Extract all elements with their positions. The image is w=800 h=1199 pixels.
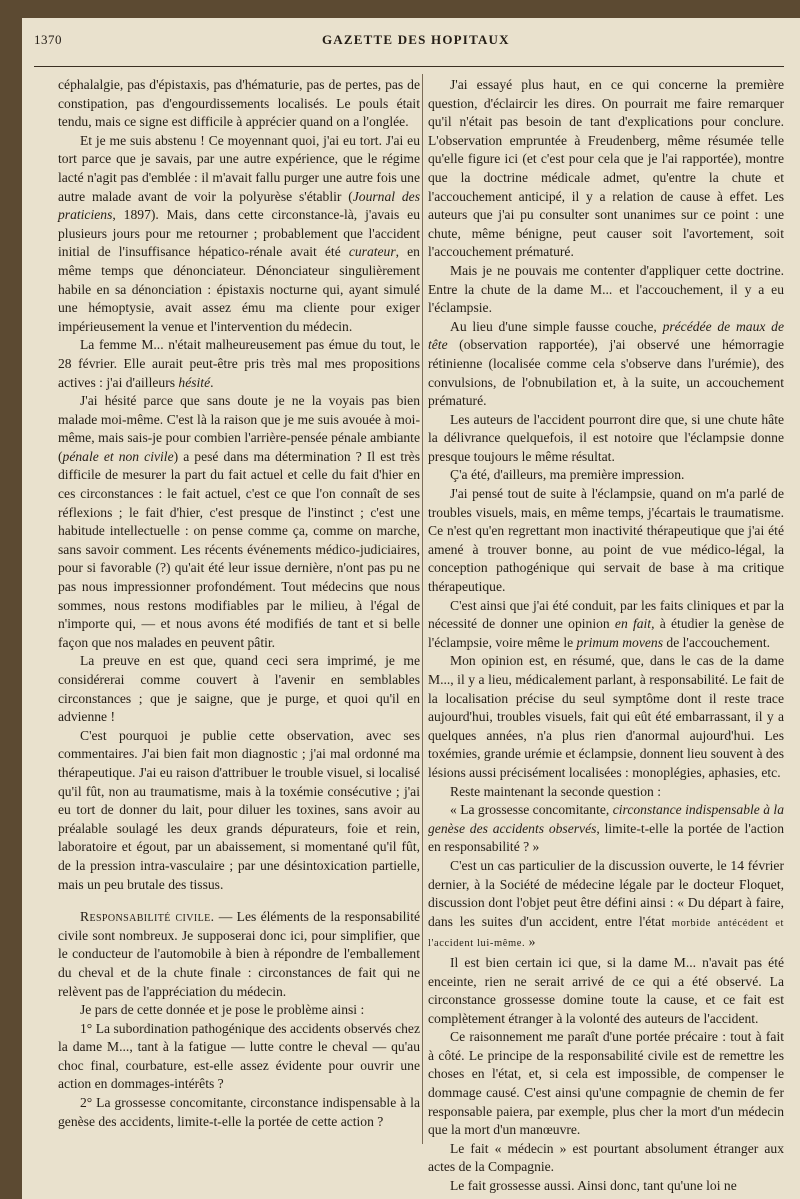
text-run: « La grossesse concomitante, <box>450 802 613 818</box>
paragraph <box>58 336 420 392</box>
emphasis: hésité <box>178 374 211 390</box>
emphasis: curateur <box>348 244 396 260</box>
text-run: de l'accouchement. <box>663 634 770 650</box>
text-run: , à étudier la genèse de l'éclampsie, voire même le <box>428 616 784 650</box>
paragraph: Le fait « médecin » est pourtant absolument étranger aux actes de la Compagnie. <box>428 1140 784 1175</box>
paragraph: J'ai essayé plus haut, en ce qui concerne la première question, d'éclaircir les dires. On pourrait me faire remarquer qu'il n'était pas besoin de tant d'explications pour conclure. L'observation empruntée à Freudenberg, même résumée telle qu'elle figure ici (et c'est pour cela que je l'ai rapportée), montre que la doctrine médicale admet, qu'entre la chute et l'accouchement anticipé, il y a relation de cause à effet. Les auteurs que j'ai pu consulter sont unanimes sur ce point : une chute, même bénigne, peut causer soit l'avortement, soit l'accouchement prématuré. <box>428 77 784 260</box>
text-run: La femme M... n'était malheureusement pas émue du tout, le 28 février. Elle aurait peut-être pris très mal mes propositions actives : j'ai d'ailleurs <box>58 337 420 390</box>
header-rule <box>34 66 784 67</box>
right-column <box>428 76 784 1196</box>
emphasis: précédée de maux de tête <box>428 318 785 353</box>
paragraph: Reste maintenant la seconde question : <box>450 783 662 799</box>
text-run: , 1897). Mais, dans cette circonstance-là, j'avais eu plusieurs jours pour me retourner ; probablement que l'accident initial de l'insuffisance hépatico-rénale avait été <box>58 207 420 260</box>
paragraph: La preuve en est que, quand ceci sera imprimé, je me considérerai comme couvert à l'avenir en semblables circonstances ; que je saigne, que je purge, et quoi qu'il en advienne ! <box>58 653 420 725</box>
text-run: C'est ainsi que j'ai été conduit, par les faits cliniques et par la nécessité de donner une opinion <box>428 597 784 632</box>
emphasis: circonstance indispensable à la genèse des accidents observés <box>428 802 785 836</box>
text-run: C'est un cas particulier de la discussion ouverte, le 14 février dernier, à la Société de médecine légale par le docteur Floquet, discussion dont l'objet peut être défini ainsi : « Du départ à faire, dans les suites d'un accident, entre l'état <box>428 857 784 929</box>
text-run: » <box>525 934 536 950</box>
column-divider <box>422 74 423 1144</box>
paragraph: 1° La subordination pathogénique des accidents observés chez la dame M..., tant à la fatigue — lutte contre le cheval — qu'au choc final, courbature, est-elle assez évidente pour ouvrir une action en dommages-intérêts ? <box>58 1020 420 1092</box>
text-run: Et je me suis abstenu ! Ce moyennant quoi, j'ai eu tort. J'ai eu tort parce que je savais, par une autre expérience, que le régime lacté n'agit pas d'emblée : il m'avait fallu purger une autre fois une autre malade avant de voir la polyurèse s'établir ( <box>58 132 420 204</box>
paragraph <box>58 392 420 652</box>
citation: Journal des praticiens <box>58 188 420 223</box>
paragraph <box>58 908 420 1001</box>
paragraph: 2° La grossesse concomitante, circonstance indispensable à la genèse des accidents, limite-t-elle la portée de cette action ? <box>58 1095 420 1129</box>
paragraph: Je pars de cette donnée et je pose le problème ainsi : <box>80 1002 365 1018</box>
text-run: — Les éléments de la responsabilité civile sont nombreux. Je supposerai donc ici, pour simplifier, que le conducteur de l'automobile à bien à répondre de l'emballement du cheval et de la chute finale : circonstances de fait qui ne relèvent pas de l'appréciation du médecin. <box>58 909 421 999</box>
text-run: J'ai hésité parce que sans doute je ne la voyais pas bien malade moi-même. C'est là la raison que je me suis avouée à moi-même, mais sais-je pour combien l'arrière-pensée pénale ambiante ( <box>58 393 420 464</box>
paragraph: Le fait grossesse aussi. Ainsi donc, tant qu'une loi ne <box>450 1178 737 1194</box>
paragraph: Ç'a été, d'ailleurs, ma première impression. <box>450 467 685 483</box>
text-run: Au lieu d'une simple fausse couche, <box>450 318 663 334</box>
text-run: (observation rapportée), j'ai observé une hémorragie rétinienne (localisée comme cela s'observe dans l'urémie), des convulsions, de l'obnubilation et, à la suite, un accouchement prématuré. <box>428 337 784 409</box>
paragraph: Les auteurs de l'accident pourront dire que, si une chute hâte la délivrance quelquefois, il est notoire que l'éclampsie donne presque toujours le même résultat. <box>428 411 784 464</box>
paragraph <box>428 857 784 954</box>
journal-title: GAZETTE DES HOPITAUX <box>322 32 510 47</box>
paragraph: Ce raisonnement me paraît d'une portée précaire : tout à fait à côté. Le principe de la responsabilité civile est de remettre les choses en l'état, et, si cela est impossible, de compenser le dommage causé. C'est ainsi qu'une compagnie de chemin de fer responsable paiera, par exemple, plus cher la mort d'un médecin que la mort d'un manœuvre. <box>428 1029 784 1138</box>
text-run: , limite-t-elle la portée de l'action en responsabilité ? » <box>428 820 785 855</box>
paragraph: céphalalgie, pas d'épistaxis, pas d'hématurie, pas de pertes, pas de constipation, pas d'engourdissements localisés. Le pouls était tendu, mais ce signe est difficile à apprécier quand on a l'onglée. <box>58 77 420 130</box>
paragraph <box>428 801 784 857</box>
paragraph: J'ai pensé tout de suite à l'éclampsie, quand on m'a parlé de troubles visuels, mais, en même temps, j'écartais le traumatisme. Ce n'est qu'en regrettant mon inactivité thérapeutique que j'ai été amené à trouver bonne, au point de vue médico-légal, la conception pathogénique qui servait de base à ma critique thérapeutique. <box>428 486 784 595</box>
paragraph <box>428 318 784 411</box>
text-run: ) a pesé dans ma détermination ? Il est très difficile de mesurer la part du fait actuel et celle du fait d'hier en ces circonstances : le fait actuel, c'est ce que l'on connaît de ses réflexions ; le fait d'hier, c'est presque de l'instinct ; c'est une habitude intellectuelle : on pense comme ça, comme on marche, sans savoir comment. Les récents événements médico-judiciaires, pour si favorable (?) qu'ait été leur issue dernière, n'ont pas pu ne pas nous impressionner profondément. Tout médecins que nous sommes, nous restons modifiables par le milieu, à l'égal de n'importe qui, — et nous avons été modifiés de tant et si belle façon que nos malades en peuvent pâtir. <box>58 448 421 650</box>
page-header <box>22 28 800 56</box>
paragraph: Mon opinion est, en résumé, que, dans le cas de la dame M..., il y a lieu, médicalement parlant, à responsabilité. Le fait de la localisation précise du seul symptôme dont il reste trace aujourd'hui, troubles visuels, fait qui eût été embarrassant, il y a quelques années, n'a plus rien d'anormal aujourd'hui. Les toxémies, grande urémie et éclampsie, donnent lieu souvent à des lésions aussi précisément localisées : monoplégies, aphasies, etc. <box>428 653 784 780</box>
text-run: , en même temps que dénonciateur. Dénonciateur singulièrement habile en sa dénonciation : épistaxis nocturne qui, ayant simulé une hémoptysie, avait assez ému ma cliente pour exiger impérieusement la venue et l'intervention du médecin. <box>58 244 420 334</box>
left-column <box>58 76 420 1131</box>
paragraph <box>58 132 420 337</box>
text-run: . <box>210 374 214 390</box>
small-caps-text: morbide antécédent et l'accident lui-même. <box>428 917 784 950</box>
newspaper-page <box>22 18 800 1199</box>
section-heading: Responsabilité civile. <box>80 909 215 925</box>
paragraph: Mais je ne pouvais me contenter d'appliquer cette doctrine. Entre la chute de la dame M... et l'accouchement, il y a eu l'éclampsie. <box>428 262 784 316</box>
emphasis: pénale et non civile <box>62 448 174 464</box>
paragraph: Il est bien certain ici que, si la dame M... n'avait pas été enceinte, rien ne serait arrivé de ce qui a été observé. La circonstance grossesse domine toute la cause, et ce fait est complètement étranger à la volonté des auteurs de l'accident. <box>428 954 784 1026</box>
paragraph <box>428 597 784 653</box>
emphasis: primum movens <box>576 634 663 650</box>
section-gap <box>58 894 420 908</box>
emphasis: en fait <box>614 616 652 632</box>
page-number: 1370 <box>34 32 62 47</box>
paragraph: C'est pourquoi je publie cette observation, avec ses commentaires. J'ai bien fait mon diagnostic ; j'ai mal ordonné ma thérapeutique. J'ai eu raison d'attribuer le trouble visuel, si localisé qu'il fût, non au traumatisme, mais à la toxémie consécutive ; j'ai eu tort de donner du lait, pour diluer les toxines, sans avoir au préalable soulagé les deux grands dépurateurs, foie et rein, laboratoire et égout, par un abaissement, si momentané qu'il fût, de la pression intra-vasculaire ; par une désintoxication partielle, mais un peu brutale des tissus. <box>58 727 420 892</box>
